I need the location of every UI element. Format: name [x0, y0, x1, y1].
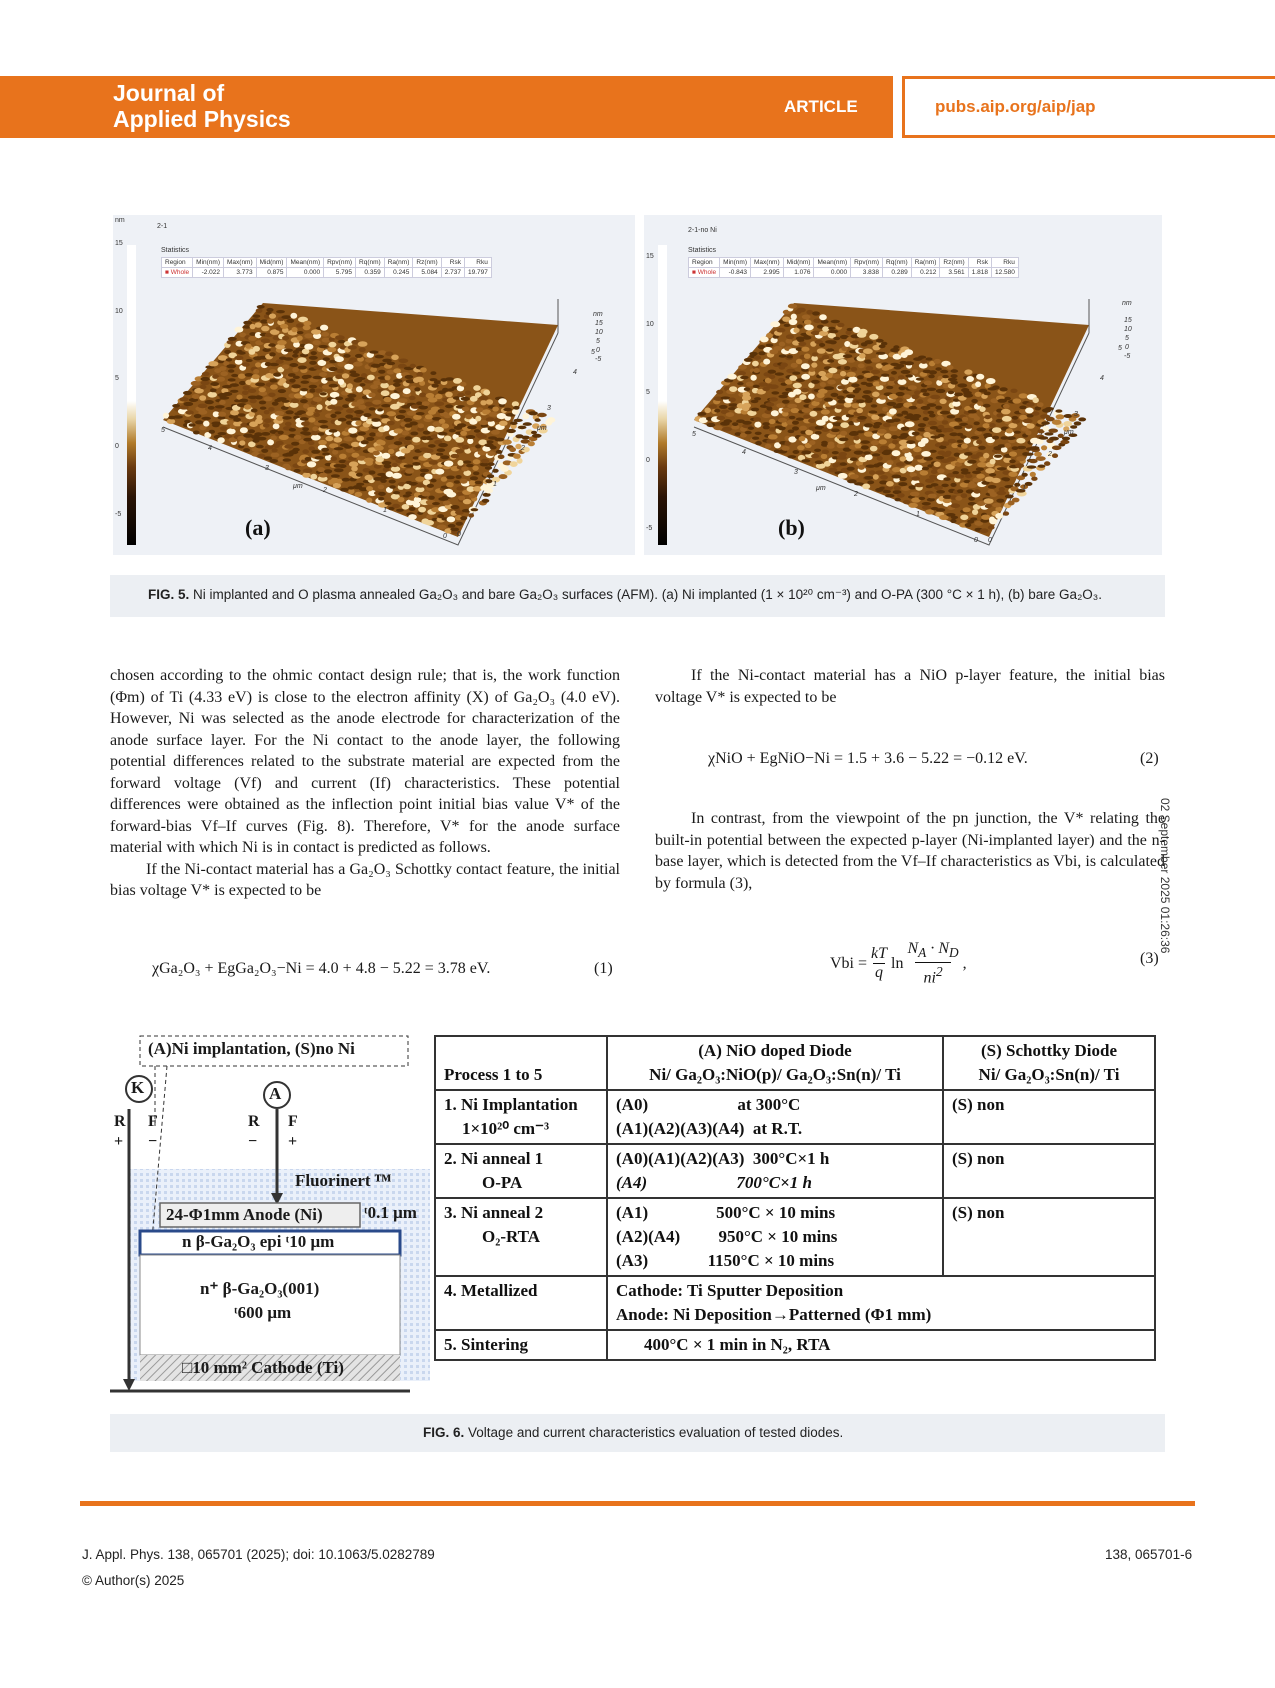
stats-value-cell: 3.773	[224, 268, 257, 278]
stats-value-cell: 0.000	[287, 268, 324, 278]
panel-label-a: (a)	[245, 515, 271, 540]
diagram-title: (A)Ni implantation, (S)no Ni	[148, 1039, 355, 1058]
footer-rule	[80, 1501, 1195, 1506]
right-column	[655, 665, 1165, 708]
stats-value-cell: 0.875	[256, 268, 287, 278]
stats-header-cell: Rsk	[441, 258, 464, 268]
paragraph: If the Ni-contact material has a Ga₂O₃ Schottky contact feature, the initial bias voltage V* is expected to be	[110, 860, 620, 899]
section-label: ARTICLE	[784, 97, 858, 116]
panel-label-b: (b)	[778, 515, 805, 540]
equation-number-1: (1)	[594, 960, 613, 977]
journal-title[interactable]: Journal of Applied Physics	[113, 80, 291, 132]
stats-header-cell: Mid(nm)	[783, 258, 814, 268]
anode-label: 24-Φ1mm Anode (Ni)	[166, 1205, 323, 1224]
epi-layer-label: n β-Ga₂O₃ epi ᵗ10 μm	[182, 1232, 335, 1251]
diode-structure-diagram: (A)Ni implantation, (S)no Ni K A R F + − R F − + Fluorinert ᵀᴹ 24-Φ1mm Anode (Ni) ᵗ0.1 μm n β-Ga₂O₃ epi ᵗ10 μm n⁺ β-Ga₂O₃(001) ᵗ600 μm □10 mm² Cathode (Ti)	[110, 1035, 430, 1395]
table-row: 3. Ni anneal 2 O₂-RTA (A1) 500°C × 10 mins (A2)(A4) 950°C × 10 mins (A3) 1150°C × 10 mins (S) non	[435, 1198, 1155, 1276]
stats-header-cell: Rku	[464, 258, 491, 268]
process-table	[434, 1035, 1156, 1361]
equation-3: Vbi = $\frac{kT}{q}$ ln $N_A \cdot N_D$ $ni^2$ ,	[830, 940, 967, 987]
cathode-label: □10 mm² Cathode (Ti)	[182, 1358, 344, 1377]
paragraph: chosen according to the ohmic contact design rule; that is, the work function (Φm) of Ti (4.33 eV) is close to the electron affinity (X) of Ga₂O₃ (4.0 eV). However, Ni was selected as the anode electrode for characterization of the anode surface layer. For the Ni contact to the anode layer, the following potential differences related to the substrate material are expected from the forward voltage (Vf) and current (If) characteristics. These potential differences were obtained as the inflection point initial bias value V* of the forward-bias Vf–If curves (Fig. 8). Therefore, V* for the anode surface material with which Ni is in contact is predicted as follows.	[110, 667, 620, 856]
stats-value-cell: -2.022	[193, 268, 224, 278]
stats-header-cell: Rsk	[968, 258, 991, 268]
afm-panel-a: nm 15 10 5 0 -5 2-1 Statistics Region Min(nm) Max(nm) Mid(nm) Mean(nm) Rpv(nm) Rq(nm) Ra(nm) Rz(nm) Rsk Rku ■ Whole -2.022 3.773 0.875 0.000 5.795 0.359 0.245 5.084 2.737 19.797 nm 15 10 5 0 -5 5 4 3 μm 2 1 0 0 1 2 μm 3 4 5 (a)	[113, 215, 635, 555]
stats-header-cell: Rpv(nm)	[324, 258, 356, 268]
equation-2: χNiO + EgNiO−Ni = 1.5 + 3.6 − 5.22 = −0.12 eV.	[708, 750, 1028, 767]
stats-header-cell: Min(nm)	[193, 258, 224, 268]
stats-value-cell: 12.580	[991, 268, 1018, 278]
stats-value-cell: 3.838	[851, 268, 883, 278]
stats-header-cell: Max(nm)	[224, 258, 257, 268]
stats-value-cell: -0.843	[720, 268, 751, 278]
copyright: © Author(s) 2025	[82, 1573, 185, 1588]
stats-value-cell: 19.797	[464, 268, 491, 278]
stats-header-cell: Ra(nm)	[911, 258, 940, 268]
stats-header-cell: Mean(nm)	[814, 258, 851, 268]
anode-terminal-label: A	[269, 1084, 282, 1103]
stats-value-cell: 0.000	[814, 268, 851, 278]
stats-title: Statistics	[688, 247, 717, 254]
anode-thickness: ᵗ0.1 μm	[364, 1203, 417, 1222]
right-column-cont	[655, 808, 1165, 894]
stats-value-cell: 0.289	[883, 268, 912, 278]
stats-value-cell: ■ Whole	[689, 268, 720, 278]
stats-value-cell: 1.818	[968, 268, 991, 278]
stats-value-cell: 0.359	[356, 268, 385, 278]
stats-value-cell: 0.212	[911, 268, 940, 278]
page-number: 138, 065701-6	[1105, 1547, 1193, 1562]
stats-header-cell: Rku	[991, 258, 1018, 268]
stats-header-cell: Mid(nm)	[256, 258, 287, 268]
paragraph: In contrast, from the viewpoint of the pn junction, the V* relating the built-in potential between the expected p-layer (Ni-implanted layer) and the n-base layer, which is detected from the Vf–If characteristics as Vbi, is calculated by formula (3),	[655, 810, 1165, 892]
fluorinert-label: Fluorinert ᵀᴹ	[295, 1171, 392, 1190]
stats-value-cell: 3.561	[940, 268, 968, 278]
stats-header-cell: Ra(nm)	[384, 258, 413, 268]
stats-header-cell: Max(nm)	[751, 258, 784, 268]
substrate-label: n⁺ β-Ga₂O₃(001)	[200, 1279, 320, 1298]
afm-surface-a	[113, 215, 635, 555]
stats-header-cell: Rq(nm)	[883, 258, 912, 268]
table-row: 2. Ni anneal 1 O-PA (A0)(A1)(A2)(A3) 300°C×1 h (A4) 700°C×1 h (S) non	[435, 1144, 1155, 1198]
stats-value-cell: ■ Whole	[162, 268, 193, 278]
sample-name: 2-1-no Ni	[688, 227, 717, 234]
stats-value-cell: 1.076	[783, 268, 814, 278]
paragraph: If the Ni-contact material has a NiO p-layer feature, the initial bias voltage V* is expected to be	[655, 667, 1165, 706]
download-timestamp: 02 September 2025 01:26:36	[1158, 798, 1172, 954]
stats-title: Statistics	[161, 247, 190, 254]
sample-name: 2-1	[157, 223, 168, 230]
stats-header-cell: Rz(nm)	[940, 258, 968, 268]
afm-panel-b: 15 10 5 0 -5 2-1-no Ni Statistics Region Min(nm) Max(nm) Mid(nm) Mean(nm) Rpv(nm) Rq(nm) Ra(nm) Rz(nm) Rsk Rku ■ Whole -0.843 2.995 1.076 0.000 3.838 0.289 0.212 3.561 1.818 12.580 nm 15 10 5 0 -5 5 4 3 μm 2 1 0 0 1 2 μm 3 4 5 (b)	[644, 215, 1162, 555]
table-header-row: Process 1 to 5 (A) NiO doped Diode Ni/ Ga₂O₃:NiO(p)/ Ga₂O₃:Sn(n)/ Ti (S) Schottky Diode Ni/ Ga₂O₃:Sn(n)/ Ti	[435, 1036, 1155, 1090]
equation-number-2: (2)	[1140, 750, 1159, 767]
equation-number-3: (3)	[1140, 950, 1159, 967]
table-row: 5. Sintering 400°C × 1 min in N₂, RTA	[435, 1330, 1155, 1360]
stats-header-cell: Min(nm)	[720, 258, 751, 268]
journal-url-link[interactable]: pubs.aip.org/aip/jap	[935, 97, 1096, 116]
stats-value-cell: 0.245	[384, 268, 413, 278]
stats-value-cell: 5.795	[324, 268, 356, 278]
stats-value-cell: 2.737	[441, 268, 464, 278]
figure-caption-6: FIG. 6. Voltage and current characteristics evaluation of tested diodes.	[110, 1414, 1165, 1452]
afm-surface-b	[644, 215, 1162, 555]
left-column	[110, 665, 620, 902]
table-row: 4. Metallized Cathode: Ti Sputter Deposition Anode: Ni Deposition→Patterned (Φ1 mm)	[435, 1276, 1155, 1330]
equation-1: χGa₂O₃ + EgGa₂O₃−Ni = 4.0 + 4.8 − 5.22 = 3.78 eV.	[152, 960, 491, 977]
citation: J. Appl. Phys. 138, 065701 (2025); doi: 10.1063/5.0282789	[82, 1547, 435, 1562]
stats-header-cell: Rpv(nm)	[851, 258, 883, 268]
stats-value-cell: 2.995	[751, 268, 784, 278]
stats-header-cell: Region	[689, 258, 720, 268]
cbar-unit: nm	[115, 217, 125, 224]
figure-caption-5: FIG. 5. Ni implanted and O plasma annealed Ga₂O₃ and bare Ga₂O₃ surfaces (AFM). (a) Ni implanted (1 × 10²⁰ cm⁻³) and O-PA (300 °C × 1 h), (b) bare Ga₂O₃.	[110, 575, 1165, 617]
stats-header-cell: Region	[162, 258, 193, 268]
stats-header-cell: Rz(nm)	[413, 258, 441, 268]
stats-header-cell: Mean(nm)	[287, 258, 324, 268]
table-row: 1. Ni Implantation 1×10²⁰ cm⁻³ (A0) at 300°C (A1)(A2)(A3)(A4) at R.T. (S) non	[435, 1090, 1155, 1144]
substrate-thickness: ᵗ600 μm	[234, 1303, 292, 1322]
stats-header-cell: Rq(nm)	[356, 258, 385, 268]
stats-value-cell: 5.084	[413, 268, 441, 278]
cathode-terminal-label: K	[131, 1078, 145, 1097]
